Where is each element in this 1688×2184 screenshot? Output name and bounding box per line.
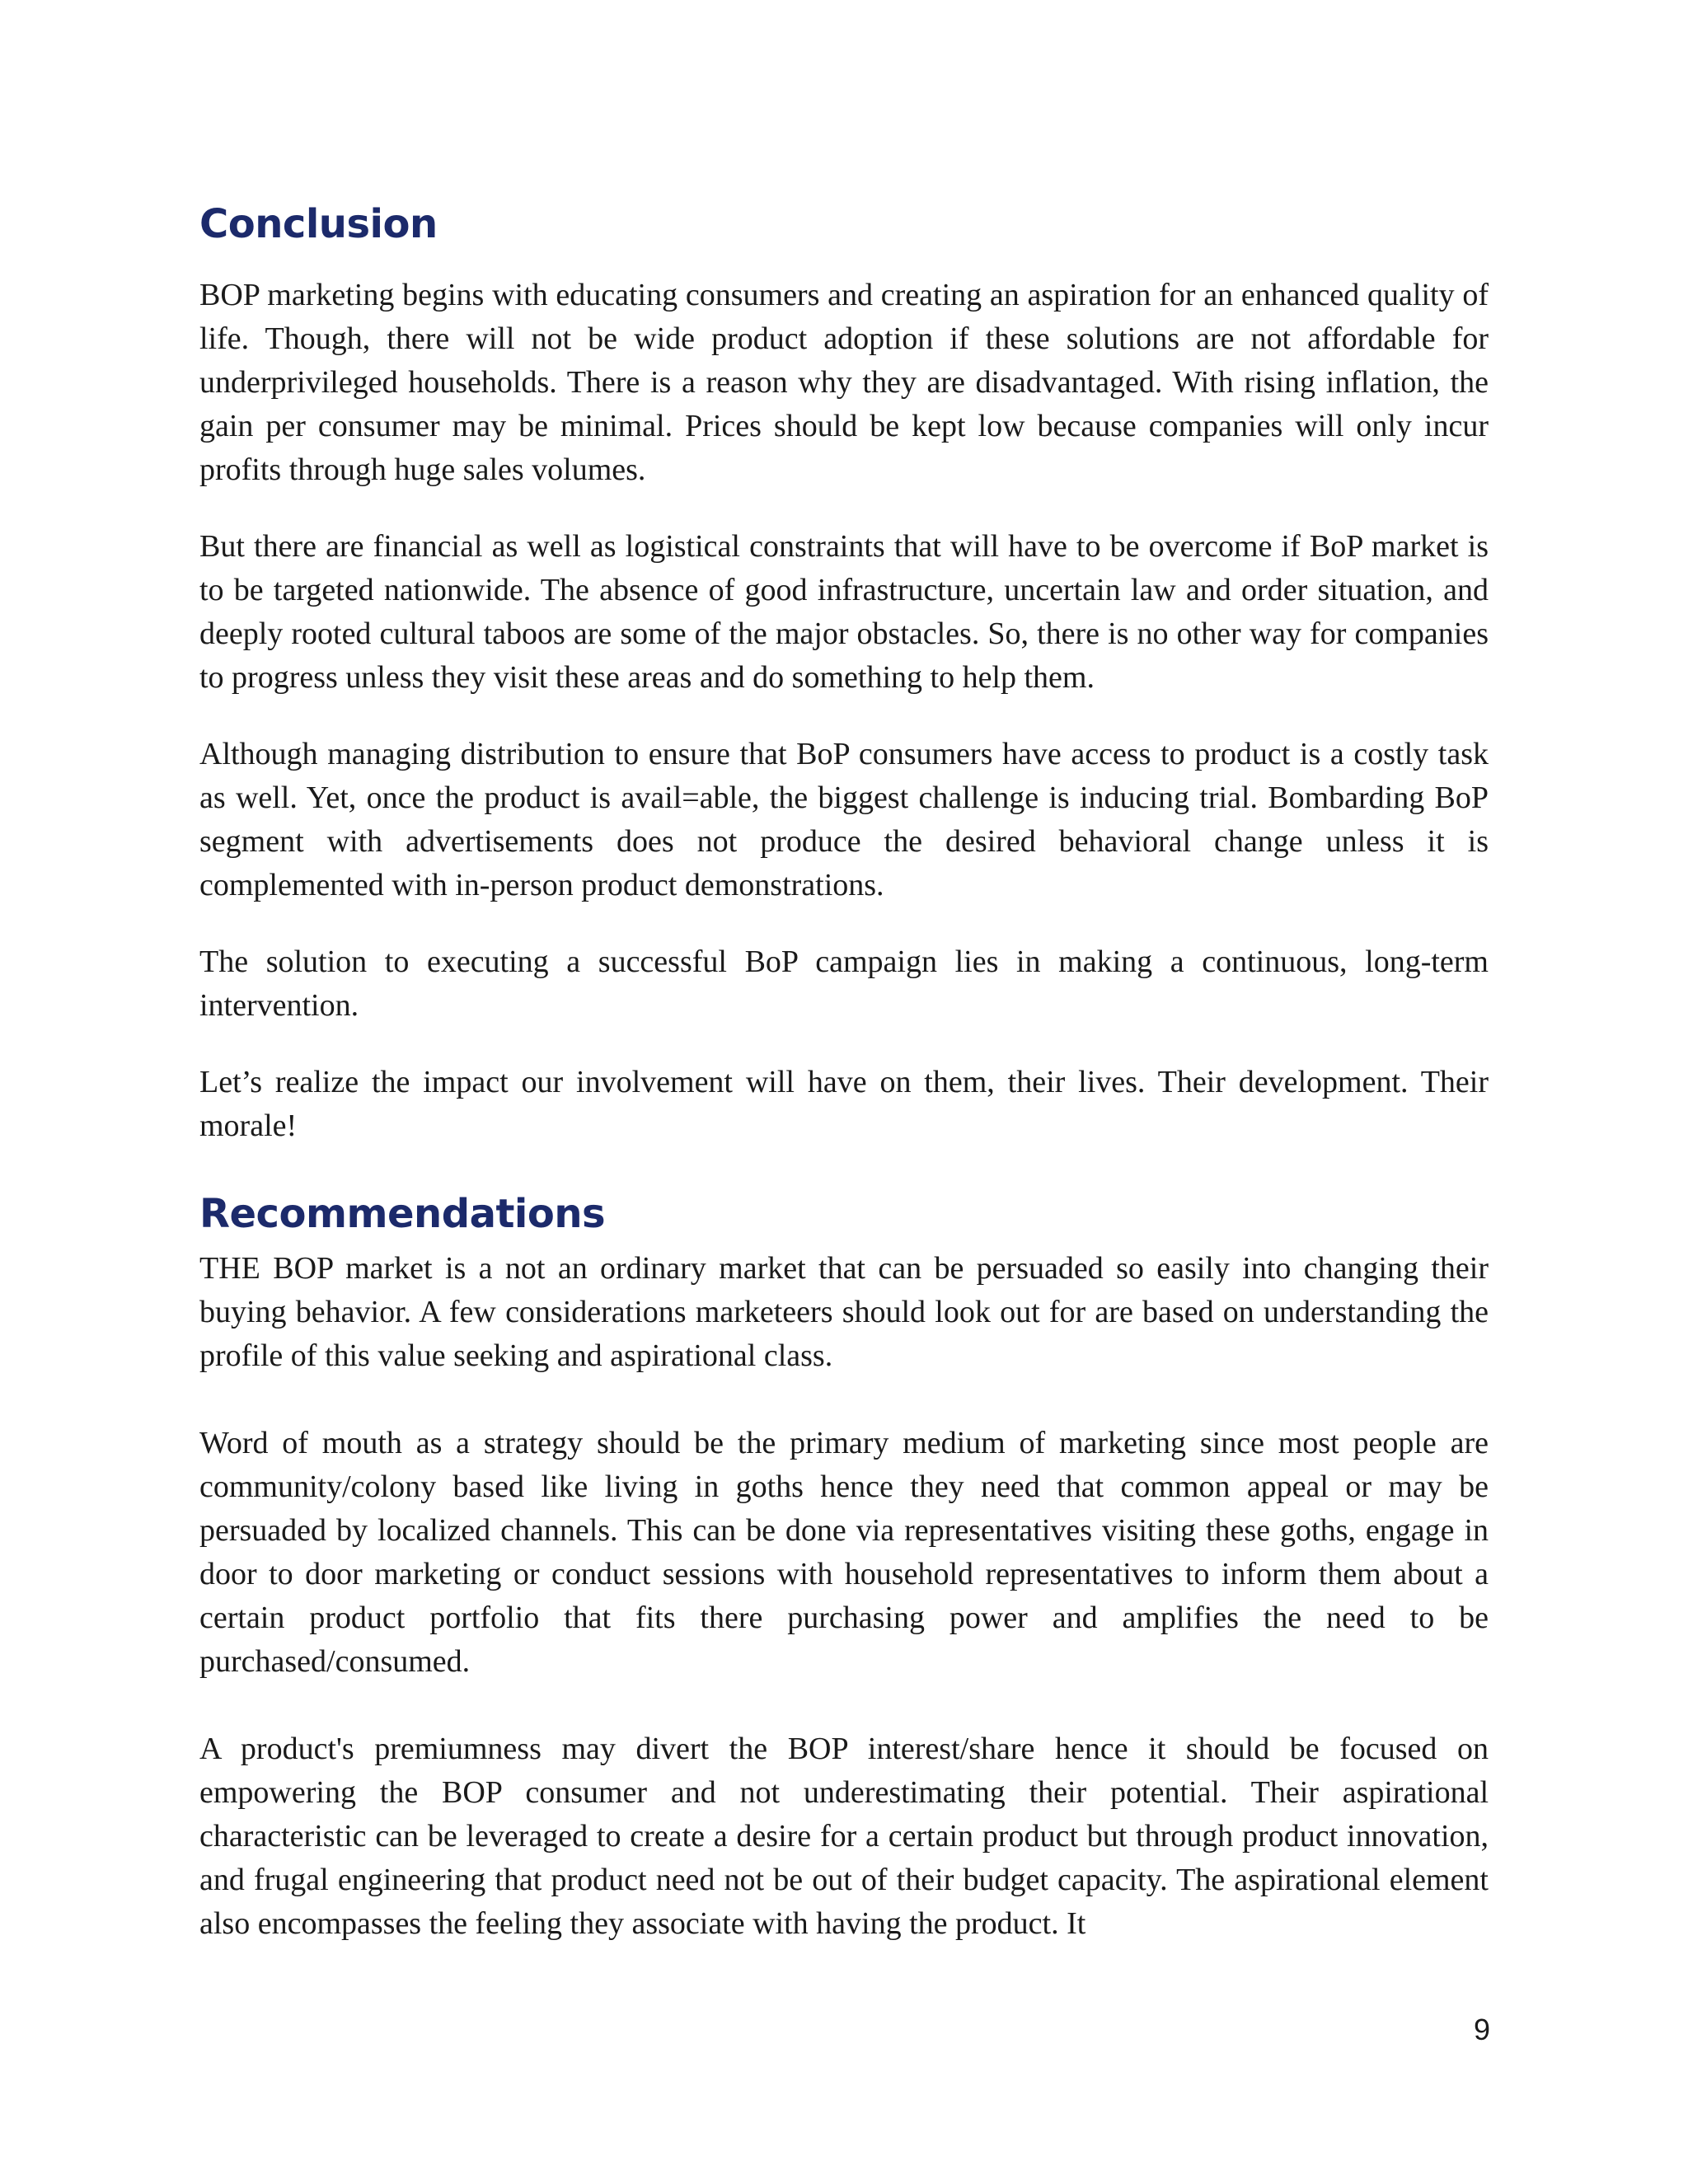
conclusion-paragraph-5: Let’s realize the impact our involvement will have on them, their lives. Their development. Their morale! [199,1065,1489,1143]
recommendations-paragraph-2: Word of mouth as a strategy should be the primary medium of marketing since most people are community/colony based like living in goths hence they need that common appeal or may be persuaded by localized channels. This can be done via representatives visiting these goths, engage in door to door marketing or conduct sessions with household representatives to inform them about a certain product portfolio that fits there purchasing power and amplifies the need to be purchased/consumed. [199,1426,1489,1679]
conclusion-heading: Conclusion [199,201,438,247]
conclusion-paragraph-3: Although managing distribution to ensure that BoP consumers have access to product is a costly task as well. Yet, once the product is avail=able, the biggest challenge is inducing trial. Bombarding BoP segment with advertisements does not produce the desired behavioral change unless it is complemented with in-person product demonstrations. [199,737,1489,902]
recommendations-paragraph-1: THE BOP market is a not an ordinary market that can be persuaded so easily into changing their buying behavior. A few considerations marketeers should look out for are based on understanding the profile of this value seeking and aspirational class. [199,1251,1489,1373]
recommendations-heading: Recommendations [199,1191,606,1237]
conclusion-paragraph-2: But there are financial as well as logistical constraints that will have to be overcome if BoP market is to be targeted nationwide. The absence of good infrastructure, uncertain law and order situation, and deeply rooted cultural taboos are some of the major obstacles. So, there is no other way for companies to progress unless they visit these areas and do something to help them. [199,529,1489,695]
conclusion-paragraph-4: The solution to executing a successful BoP campaign lies in making a continuous, long-term intervention. [199,944,1489,1023]
conclusion-paragraph-1: BOP marketing begins with educating consumers and creating an aspiration for an enhanced quality of life. Though, there will not be wide product adoption if these solutions are not affordable for underprivileged households. There is a reason why they are disadvantaged. With rising inflation, the gain per consumer may be minimal. Prices should be kept low because companies will only incur profits through huge sales volumes. [199,278,1489,487]
recommendations-paragraph-3: A product's premiumness may divert the BOP interest/share hence it should be focused on empowering the BOP consumer and not underestimating their potential. Their aspirational characteristic can be leveraged to create a desire for a certain product but through product innovation, and frugal engineering that product need not be out of their budget capacity. The aspirational element also encompasses the feeling they associate with having the product. It [199,1732,1489,1941]
page-content [199,191,1489,1946]
page-number: 9 [1473,2013,1490,2046]
